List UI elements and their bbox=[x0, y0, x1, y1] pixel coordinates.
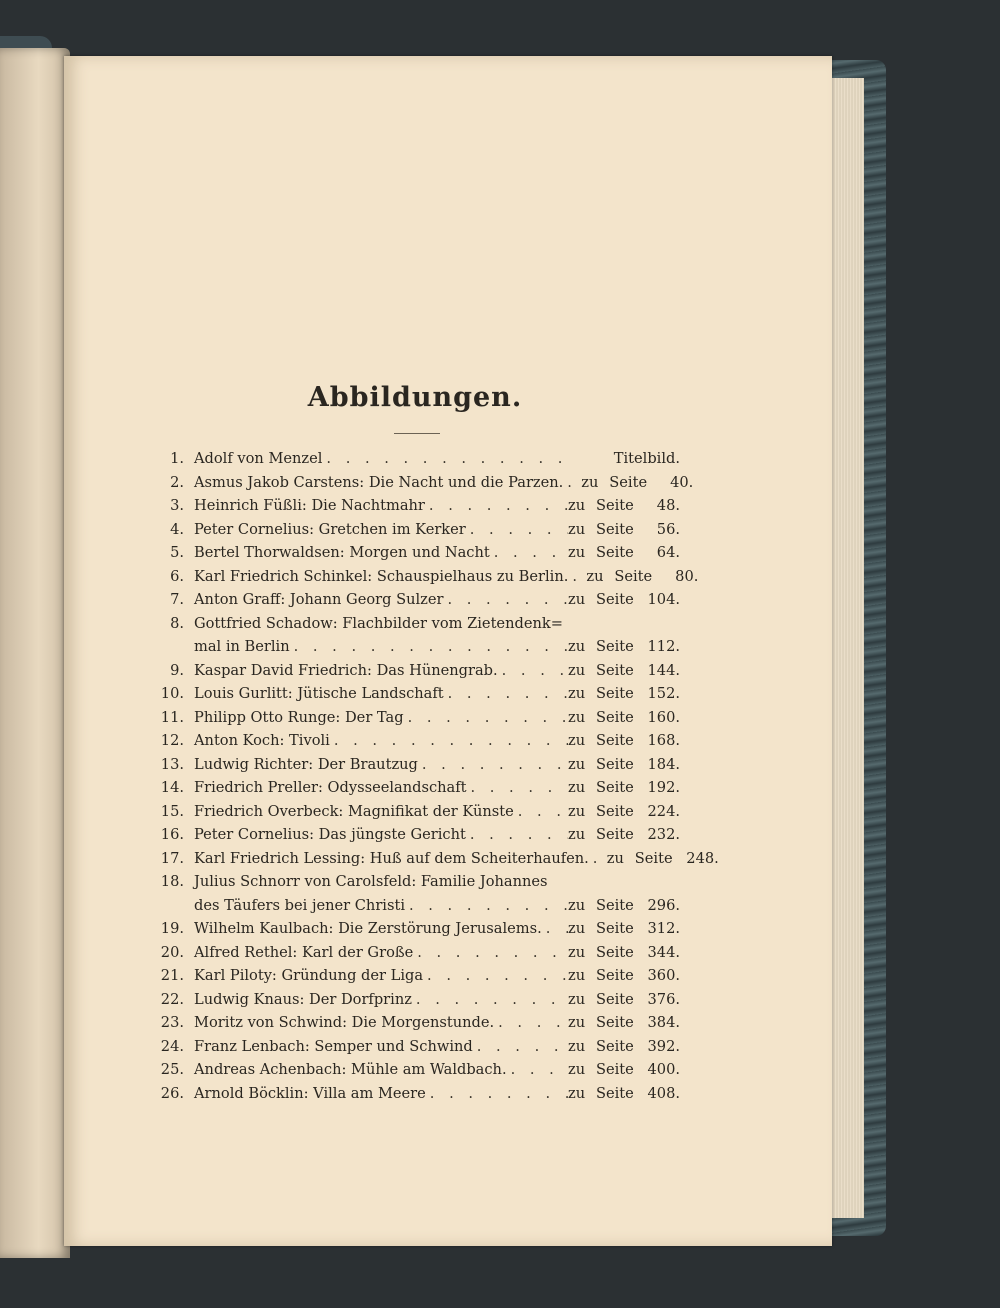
list-item bbox=[150, 847, 719, 871]
page-number: 112. bbox=[647, 638, 680, 655]
reference-zu: zu bbox=[568, 1061, 586, 1078]
leader-dots bbox=[423, 964, 568, 988]
item-number: 17. bbox=[160, 849, 184, 867]
item-number: 3. bbox=[170, 497, 184, 514]
item-number: 6. bbox=[170, 567, 184, 585]
reference-zu: zu bbox=[568, 732, 586, 749]
reference-seite: Seite bbox=[596, 591, 634, 608]
leader-dots bbox=[568, 565, 586, 589]
page-number: 56. bbox=[656, 520, 680, 538]
list-item bbox=[150, 753, 680, 777]
page-number: 344. bbox=[647, 943, 680, 961]
leader-dots bbox=[490, 541, 568, 565]
item-title: Moritz von Schwind: Die Morgenstunde. bbox=[194, 1014, 495, 1031]
reference-seite: Seite bbox=[596, 779, 634, 796]
page-number: 224. bbox=[647, 802, 680, 820]
list-item bbox=[150, 800, 680, 824]
page-reference bbox=[568, 1082, 680, 1106]
item-number: 24. bbox=[160, 1037, 184, 1055]
reference-seite: Seite bbox=[596, 497, 634, 514]
item-title: Kaspar David Friedrich: Das Hünengrab. bbox=[194, 661, 498, 679]
leader-dots bbox=[290, 635, 568, 659]
item-title: des Täufers bei jener Christi bbox=[194, 896, 405, 914]
reference-zu: zu bbox=[606, 849, 624, 867]
item-title: Adolf von Menzel bbox=[194, 450, 323, 467]
reference-zu: zu bbox=[568, 896, 586, 914]
leader-dots bbox=[413, 941, 568, 965]
list-item bbox=[150, 988, 680, 1012]
leader-dots bbox=[507, 1058, 568, 1082]
item-number: 4. bbox=[170, 520, 184, 538]
item-number: 14. bbox=[160, 779, 184, 796]
page-reference bbox=[586, 565, 698, 589]
page-reference bbox=[568, 447, 680, 471]
list-item bbox=[150, 471, 694, 495]
item-title: Karl Friedrich Lessing: Huß auf dem Scheiterhaufen. bbox=[194, 849, 589, 867]
reference-seite: Seite bbox=[614, 567, 653, 585]
page-reference bbox=[568, 917, 680, 941]
reference-seite: Seite bbox=[596, 638, 634, 655]
page-reference bbox=[568, 800, 680, 824]
reference-seite: Seite bbox=[596, 1084, 634, 1102]
list-item-continuation bbox=[150, 635, 680, 659]
page-reference bbox=[568, 541, 680, 565]
list-item bbox=[150, 1011, 680, 1035]
reference-seite: Seite bbox=[596, 967, 634, 984]
page-reference bbox=[568, 964, 680, 988]
page-reference bbox=[568, 518, 680, 542]
list-item bbox=[150, 659, 680, 683]
list-item bbox=[150, 612, 680, 636]
page-number: 376. bbox=[647, 990, 680, 1008]
page-reference bbox=[568, 706, 680, 730]
list-item bbox=[150, 917, 680, 941]
list-item bbox=[150, 682, 680, 706]
item-title: Friedrich Preller: Odysseelandschaft bbox=[194, 779, 467, 796]
reference-seite: Seite bbox=[609, 473, 648, 491]
reference-zu: zu bbox=[568, 990, 586, 1008]
page-reference bbox=[568, 988, 680, 1012]
page-number: 64. bbox=[656, 544, 680, 561]
reference-zu: zu bbox=[568, 1084, 586, 1102]
reference-seite: Seite bbox=[596, 896, 634, 914]
item-number: 26. bbox=[160, 1084, 184, 1102]
leader-dots bbox=[444, 682, 568, 706]
page-number: 248. bbox=[686, 849, 719, 867]
item-title: Karl Piloty: Gründung der Liga bbox=[194, 967, 424, 984]
reference-zu: zu bbox=[568, 520, 586, 538]
reference-zu: zu bbox=[568, 708, 586, 726]
leader-dots bbox=[405, 894, 568, 918]
list-item bbox=[150, 729, 680, 753]
list-item bbox=[150, 494, 680, 518]
page-number: 192. bbox=[647, 779, 680, 796]
list-item-continuation bbox=[150, 894, 680, 918]
item-number: 7. bbox=[170, 591, 184, 608]
item-number: 13. bbox=[160, 755, 184, 773]
item-number: 20. bbox=[160, 943, 184, 961]
leader-dots bbox=[466, 823, 568, 847]
page-number: 152. bbox=[647, 685, 680, 702]
reference-seite: Seite bbox=[596, 544, 634, 561]
reference-seite: Seite bbox=[596, 520, 634, 538]
reference-zu: zu bbox=[586, 567, 604, 585]
item-number: 12. bbox=[160, 732, 184, 749]
reference-zu: zu bbox=[568, 943, 586, 961]
reference-zu: zu bbox=[581, 473, 599, 491]
page-reference bbox=[568, 729, 680, 753]
list-item bbox=[150, 518, 680, 542]
page-number: 144. bbox=[647, 661, 680, 679]
page-reference bbox=[568, 753, 680, 777]
page-number: 360. bbox=[647, 967, 680, 984]
page-number: 160. bbox=[647, 708, 680, 726]
page-number: 40. bbox=[670, 473, 694, 491]
reference-seite: Seite bbox=[596, 802, 634, 820]
page-reference bbox=[568, 823, 680, 847]
list-item bbox=[150, 447, 680, 471]
page-number: 104. bbox=[647, 591, 680, 608]
reference-seite: Seite bbox=[634, 849, 673, 867]
reference-text: Titelbild. bbox=[613, 450, 680, 467]
leader-dots bbox=[425, 494, 568, 518]
leader-dots bbox=[494, 1011, 568, 1035]
reference-zu: zu bbox=[568, 497, 586, 514]
page-reference bbox=[568, 682, 680, 706]
page-number: 400. bbox=[647, 1061, 680, 1078]
item-title: Anton Koch: Tivoli bbox=[194, 732, 330, 749]
reference-seite: Seite bbox=[596, 920, 634, 937]
reference-zu: zu bbox=[568, 779, 586, 796]
page-reference bbox=[568, 776, 680, 800]
item-title: Louis Gurlitt: Jütische Landschaft bbox=[194, 685, 444, 702]
reference-seite: Seite bbox=[596, 661, 634, 679]
leader-dots bbox=[322, 447, 568, 471]
item-title: Franz Lenbach: Semper und Schwind bbox=[194, 1037, 473, 1055]
leader-dots bbox=[542, 917, 568, 941]
item-title: Arnold Böcklin: Villa am Meere bbox=[194, 1084, 426, 1102]
list-item bbox=[150, 964, 680, 988]
item-number: 9. bbox=[170, 661, 184, 679]
page-heading: Abbildungen. bbox=[307, 382, 523, 413]
reference-seite: Seite bbox=[596, 732, 634, 749]
leader-dots bbox=[418, 753, 568, 777]
leader-dots bbox=[589, 847, 607, 871]
reference-zu: zu bbox=[568, 826, 586, 843]
item-title: Philipp Otto Runge: Der Tag bbox=[194, 708, 404, 726]
list-item bbox=[150, 1058, 680, 1082]
page-reference bbox=[568, 894, 680, 918]
list-item bbox=[150, 941, 680, 965]
list-item bbox=[150, 1082, 680, 1106]
item-number: 1. bbox=[170, 450, 184, 467]
item-title: Anton Graff: Johann Georg Sulzer bbox=[194, 591, 444, 608]
item-title: Andreas Achenbach: Mühle am Waldbach. bbox=[194, 1061, 507, 1078]
page-reference bbox=[581, 471, 693, 495]
reference-zu: zu bbox=[568, 802, 586, 820]
item-number: 11. bbox=[160, 708, 184, 726]
item-number: 2. bbox=[170, 473, 184, 491]
item-number: 25. bbox=[160, 1061, 184, 1078]
page-number: 80. bbox=[675, 567, 699, 585]
page-edges bbox=[828, 78, 864, 1218]
list-item bbox=[150, 1035, 680, 1059]
page-reference bbox=[568, 494, 680, 518]
reference-seite: Seite bbox=[596, 1061, 634, 1078]
item-title: Heinrich Füßli: Die Nachtmahr bbox=[194, 497, 425, 514]
page-reference bbox=[568, 1058, 680, 1082]
item-title: Peter Cornelius: Gretchen im Kerker bbox=[194, 520, 466, 538]
leader-dots bbox=[466, 776, 568, 800]
leader-dots bbox=[563, 471, 581, 495]
reference-seite: Seite bbox=[596, 990, 634, 1008]
item-number: 18. bbox=[160, 873, 184, 890]
page-reference bbox=[568, 659, 680, 683]
reference-seite: Seite bbox=[596, 1037, 634, 1055]
item-number: 23. bbox=[160, 1014, 184, 1031]
page-number: 408. bbox=[647, 1084, 680, 1102]
item-number: 21. bbox=[160, 967, 184, 984]
item-title: Julius Schnorr von Carolsfeld: Familie Johannes bbox=[194, 873, 548, 890]
item-number: 15. bbox=[160, 802, 184, 820]
reference-seite: Seite bbox=[596, 755, 634, 773]
item-title: Peter Cornelius: Das jüngste Gericht bbox=[194, 826, 466, 843]
item-title: Asmus Jakob Carstens: Die Nacht und die Parzen. bbox=[194, 473, 564, 491]
item-number: 16. bbox=[160, 826, 184, 843]
list-item bbox=[150, 706, 680, 730]
item-title: Ludwig Knaus: Der Dorfprinz bbox=[194, 990, 412, 1008]
left-page bbox=[0, 48, 70, 1258]
item-number: 8. bbox=[170, 614, 184, 632]
list-item bbox=[150, 588, 680, 612]
reference-zu: zu bbox=[568, 1037, 586, 1055]
reference-seite: Seite bbox=[596, 708, 634, 726]
reference-zu: zu bbox=[568, 661, 586, 679]
page-number: 392. bbox=[647, 1037, 680, 1055]
leader-dots bbox=[404, 706, 568, 730]
item-number: 10. bbox=[160, 685, 184, 702]
page-number: 184. bbox=[647, 755, 680, 773]
page-number: 296. bbox=[647, 896, 680, 914]
page-reference bbox=[568, 635, 680, 659]
leader-dots bbox=[514, 800, 568, 824]
leader-dots bbox=[498, 659, 568, 683]
item-title: Gottfried Schadow: Flachbilder vom Zietendenk= bbox=[194, 614, 563, 632]
illustration-list bbox=[150, 447, 719, 1105]
reference-zu: zu bbox=[568, 1014, 586, 1031]
reference-seite: Seite bbox=[596, 943, 634, 961]
reference-zu: zu bbox=[568, 685, 586, 702]
reference-seite: Seite bbox=[596, 685, 634, 702]
item-number: 5. bbox=[170, 544, 184, 561]
list-item bbox=[150, 541, 680, 565]
item-title: Friedrich Overbeck: Magnifikat der Künste bbox=[194, 802, 514, 820]
reference-zu: zu bbox=[568, 591, 586, 608]
list-item bbox=[150, 776, 680, 800]
reference-zu: zu bbox=[568, 920, 586, 937]
page-number: 384. bbox=[647, 1014, 680, 1031]
item-number: 19. bbox=[160, 920, 184, 937]
item-title: Alfred Rethel: Karl der Große bbox=[194, 943, 414, 961]
item-title: mal in Berlin bbox=[194, 638, 290, 655]
leader-dots bbox=[426, 1082, 568, 1106]
item-title: Karl Friedrich Schinkel: Schauspielhaus zu Berlin. bbox=[194, 567, 569, 585]
page-reference bbox=[568, 1035, 680, 1059]
reference-zu: zu bbox=[568, 638, 586, 655]
list-item bbox=[150, 565, 699, 589]
leader-dots bbox=[330, 729, 568, 753]
list-item bbox=[150, 823, 680, 847]
reference-zu: zu bbox=[568, 544, 586, 561]
item-title: Bertel Thorwaldsen: Morgen und Nacht bbox=[194, 544, 490, 561]
page-number: 48. bbox=[656, 497, 680, 514]
page-number: 312. bbox=[647, 920, 680, 937]
reference-seite: Seite bbox=[596, 1014, 634, 1031]
list-item bbox=[150, 870, 680, 894]
reference-zu: zu bbox=[568, 967, 586, 984]
page-reference bbox=[568, 941, 680, 965]
reference-zu: zu bbox=[568, 755, 586, 773]
reference-seite: Seite bbox=[596, 826, 634, 843]
page-reference bbox=[568, 1011, 680, 1035]
leader-dots bbox=[443, 588, 568, 612]
page-reference bbox=[568, 588, 680, 612]
item-title: Wilhelm Kaulbach: Die Zerstörung Jerusalems. bbox=[194, 920, 542, 937]
page-number: 232. bbox=[647, 826, 680, 843]
page-reference bbox=[607, 847, 719, 871]
page-number: 168. bbox=[647, 732, 680, 749]
leader-dots bbox=[466, 518, 568, 542]
item-number: 22. bbox=[160, 990, 184, 1008]
item-title: Ludwig Richter: Der Brautzug bbox=[194, 755, 418, 773]
leader-dots bbox=[473, 1035, 568, 1059]
leader-dots bbox=[412, 988, 568, 1012]
heading-rule bbox=[394, 433, 440, 434]
